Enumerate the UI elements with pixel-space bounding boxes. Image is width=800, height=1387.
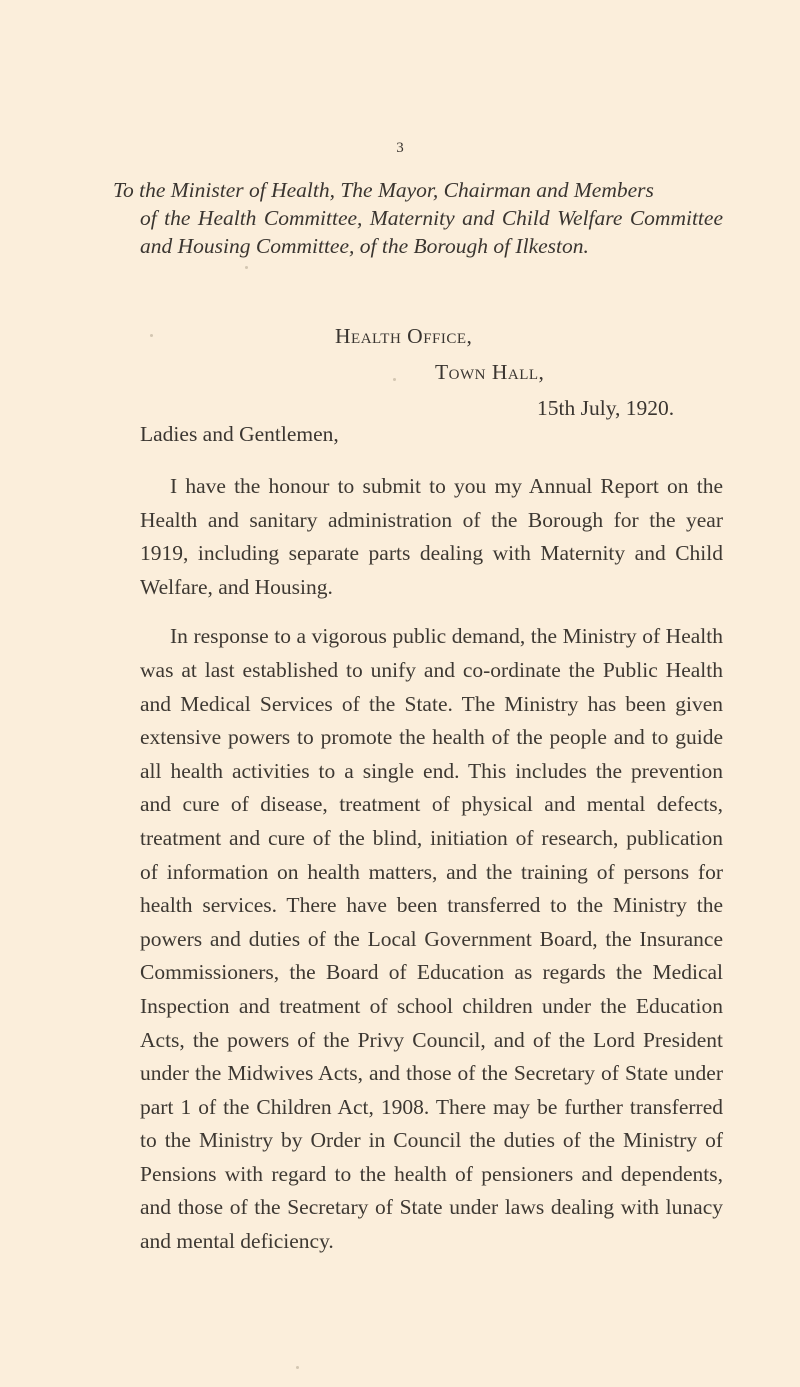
- paper-speck: [393, 378, 396, 381]
- address-office: Health Office,: [335, 324, 473, 348]
- paper-speck: [245, 266, 248, 269]
- address-date: 15th July, 1920.: [537, 396, 675, 420]
- page-number: 3: [396, 140, 404, 156]
- addressee-continuation: of the Health Committee, Maternity and Child Welfare Committee and Housing Committee, of the Borough of Ilkeston.: [140, 206, 723, 258]
- paper-speck: [150, 334, 153, 337]
- address-building: Town Hall,: [435, 360, 545, 384]
- paper-speck: [296, 1366, 299, 1369]
- paragraph-intro: I have the honour to submit to you my Annual Report on the Health and sanitary administration of the Borough for the year 1919, including separate parts dealing with Maternity and Child Welfare, and Housing.: [140, 474, 723, 599]
- paragraph-ministry: In response to a vigorous public demand, the Ministry of Health was at last established to unify and co-ordinate the Public Health and Medical Services of the State. The Ministry has been given extensive powers to promote the health of the people and to guide all health activities to a single end. This includes the prevention and cure of disease, treatment of physical and mental defects, treatment and cure of the blind, initiation of research, publication of information on health matters, and the training of persons for health services. There have been transferred to the Ministry the powers and duties of the Local Government Board, the Insurance Commissioners, the Board of Education as regards the Medical Inspection and treatment of school children under the Education Acts, the powers of the Privy Council, and of the Lord President under the Midwives Acts, and those of the Secretary of State under part 1 of the Children Act, 1908. There may be further transferred to the Ministry by Order in Council the duties of the Ministry of Pensions with regard to the health of pensioners and dependents, and those of the Secretary of State under laws dealing with lunacy and mental deficiency.: [140, 624, 723, 1254]
- addressee-first-line: To the Minister of Health, The Mayor, Chairman and Members: [113, 178, 654, 202]
- addressee-block: [113, 176, 723, 260]
- salutation: Ladies and Gentlemen,: [140, 422, 339, 446]
- letter-body: [140, 470, 723, 1275]
